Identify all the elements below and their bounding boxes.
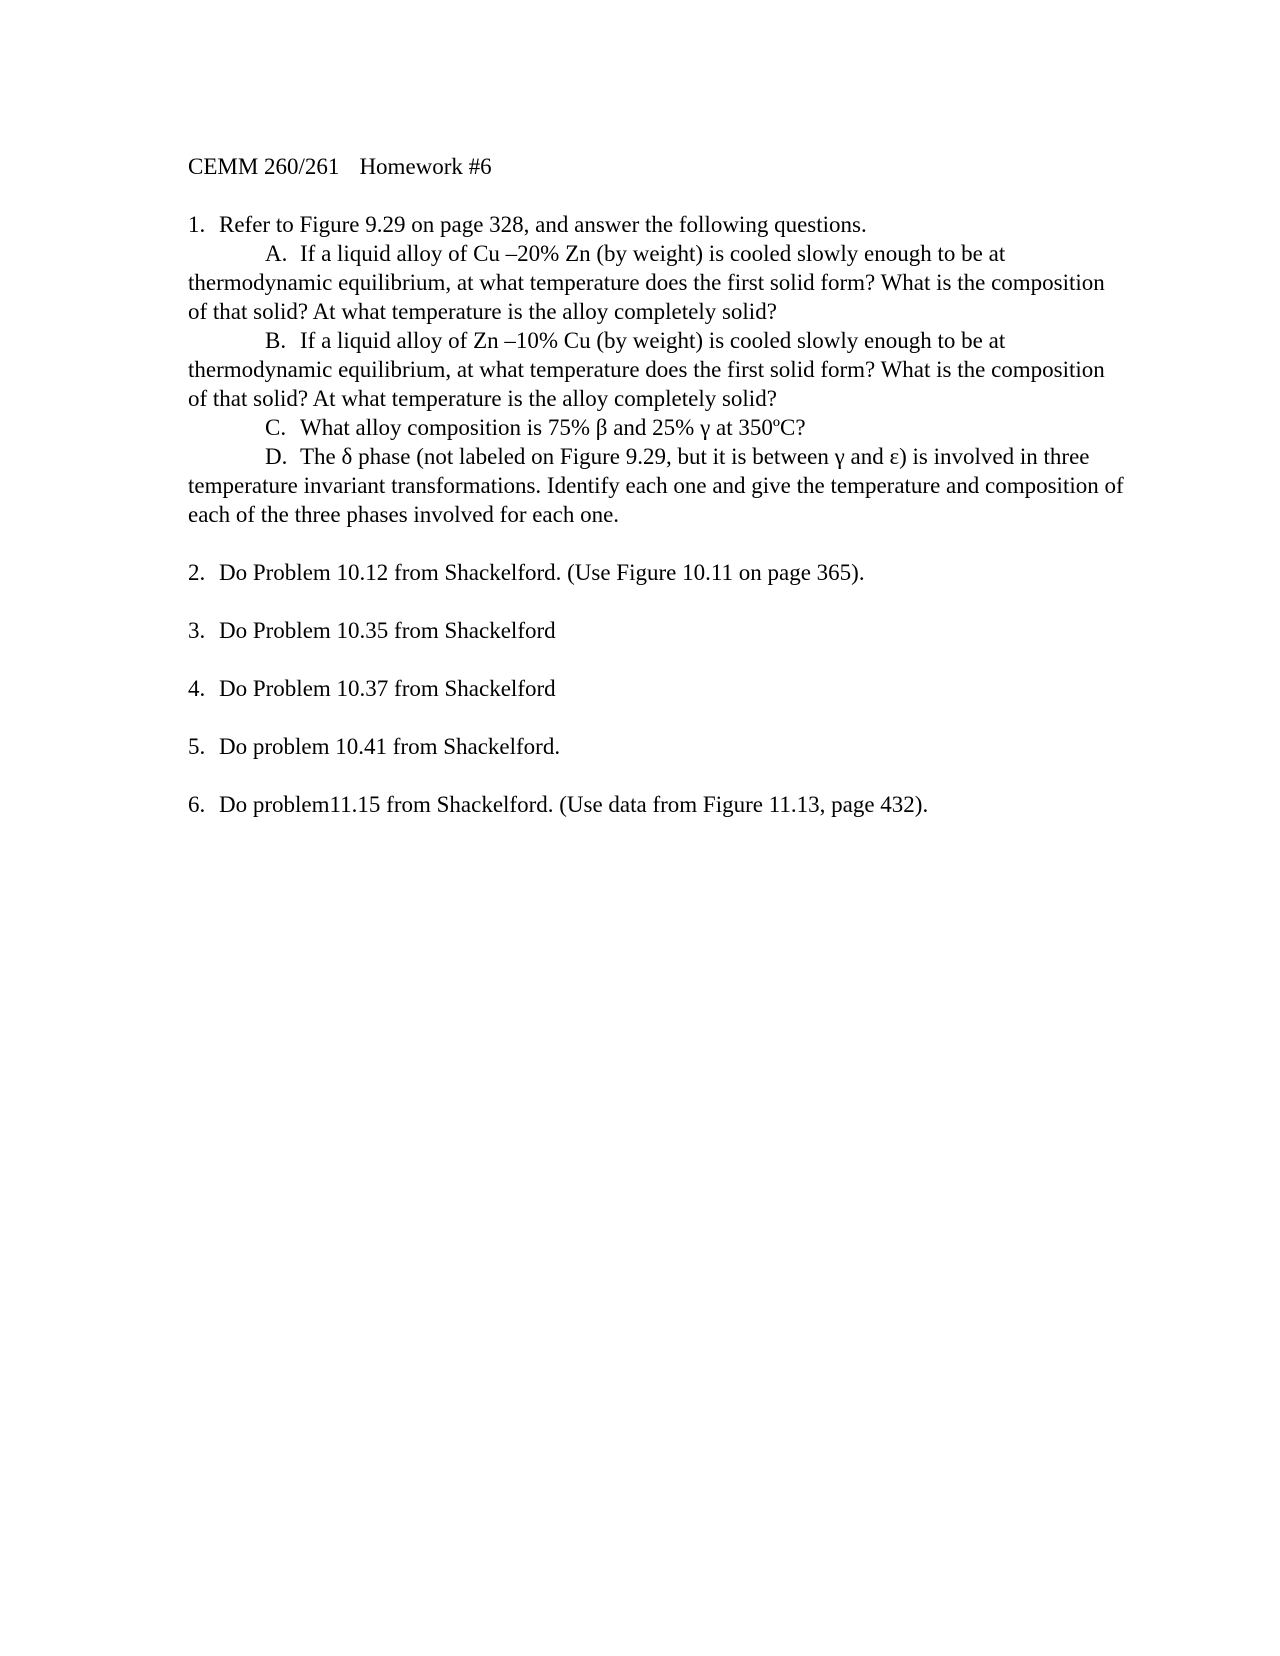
- question-number: 6.: [188, 792, 206, 817]
- question-1: [188, 210, 1128, 529]
- document-body: [188, 152, 1128, 819]
- question-text: Do problem 10.41 from Shackelford.: [219, 734, 561, 759]
- part-letter: B.: [265, 328, 287, 353]
- question-1-intro: [188, 210, 1128, 239]
- question-number: 2.: [188, 560, 206, 585]
- course-code: CEMM 260/261: [188, 154, 340, 179]
- question-1-part-a: [188, 239, 1128, 326]
- question-1-part-d: [188, 442, 1128, 529]
- question-2: [188, 558, 1128, 587]
- assignment-title: Homework #6: [359, 154, 492, 179]
- question-text: Do Problem 10.35 from Shackelford: [219, 618, 556, 643]
- part-letter: C.: [265, 415, 287, 440]
- question-4: [188, 674, 1128, 703]
- question-text: Refer to Figure 9.29 on page 328, and answer the following questions.: [219, 212, 867, 237]
- question-3: [188, 616, 1128, 645]
- question-number: 1.: [188, 212, 206, 237]
- part-text: If a liquid alloy of Zn –10% Cu (by weight) is cooled slowly enough to be at thermodynamic equilibrium, at what temperature does the first solid form? What is the composition of that solid? At what temperature is the alloy completely solid?: [188, 328, 1105, 411]
- question-1-part-c: [188, 413, 1128, 442]
- question-number: 5.: [188, 734, 206, 759]
- part-text: The δ phase (not labeled on Figure 9.29, but it is between γ and ε) is involved in three temperature invariant transformations. Identify each one and give the temperature and composition of each of the three phases involved for each one.: [188, 444, 1124, 527]
- question-6: [188, 790, 1128, 819]
- question-text: Do problem11.15 from Shackelford. (Use data from Figure 11.13, page 432).: [219, 792, 929, 817]
- question-number: 3.: [188, 618, 206, 643]
- question-number: 4.: [188, 676, 206, 701]
- page-title: [188, 152, 1128, 181]
- question-text: Do Problem 10.12 from Shackelford. (Use Figure 10.11 on page 365).: [219, 560, 865, 585]
- part-letter: A.: [265, 241, 288, 266]
- question-5: [188, 732, 1128, 761]
- question-1-part-b: [188, 326, 1128, 413]
- question-text: Do Problem 10.37 from Shackelford: [219, 676, 556, 701]
- part-letter: D.: [265, 444, 288, 469]
- part-text: If a liquid alloy of Cu –20% Zn (by weight) is cooled slowly enough to be at thermodynamic equilibrium, at what temperature does the first solid form? What is the composition of that solid? At what temperature is the alloy completely solid?: [188, 241, 1105, 324]
- part-text: What alloy composition is 75% β and 25% γ at 350ºC?: [300, 415, 806, 440]
